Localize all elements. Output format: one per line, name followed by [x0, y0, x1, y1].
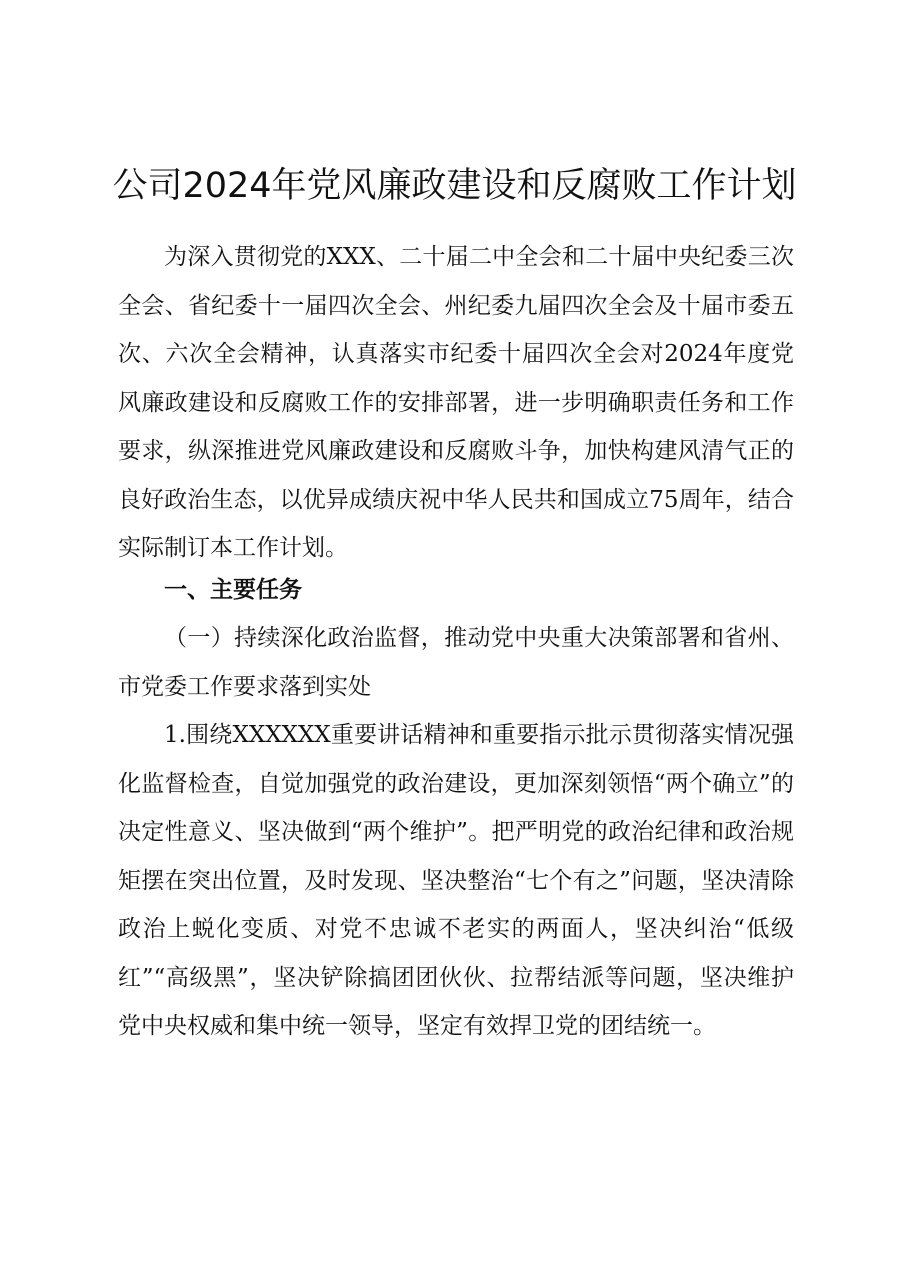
item-1-paragraph: 1.围绕XXXXXX重要讲话精神和重要指示批示贯彻落实情况强化监督检查，自觉加强党的政治建设，更加深刻领悟“两个确立”的决定性意义、坚决做到“两个维护”。把严明党的政治纪律和政治规矩摆在突出位置，及时发现、坚决整治“七个有之”问题，坚决清除政治上蜕化变质、对党不忠诚不老实的两面人，坚决纠治“低级红”“高级黑”，坚决铲除搞团团伙伙、拉帮结派等问题，坚决维护党中央权威和集中统一领导，坚定有效捍卫党的团结统一。	[118, 722, 794, 1039]
subsection-heading-political-supervision: （一）持续深化政治监督，推动党中央重大决策部署和省州、市党委工作要求落到实处	[118, 625, 794, 700]
document-title: 公司2024年党风廉政建设和反腐败工作计划	[112, 166, 797, 206]
section-heading-main-tasks: 一、主要任务	[164, 577, 302, 603]
intro-paragraph: 为深入贯彻党的XXX、二十届二中全会和二十届中央纪委三次全会、省纪委十一届四次全会、州纪委九届四次全会及十届市委五次、六次全会精神，认真落实市纪委十届四次全会对2024年度党风廉政建设和反腐败工作的安排部署，进一步明确职责任务和工作要求，纵深推进党风廉政建设和反腐败斗争，加快构建风清气正的良好政治生态，以优异成绩庆祝中华人民共和国成立75周年，结合实际制订本工作计划。	[118, 244, 794, 561]
